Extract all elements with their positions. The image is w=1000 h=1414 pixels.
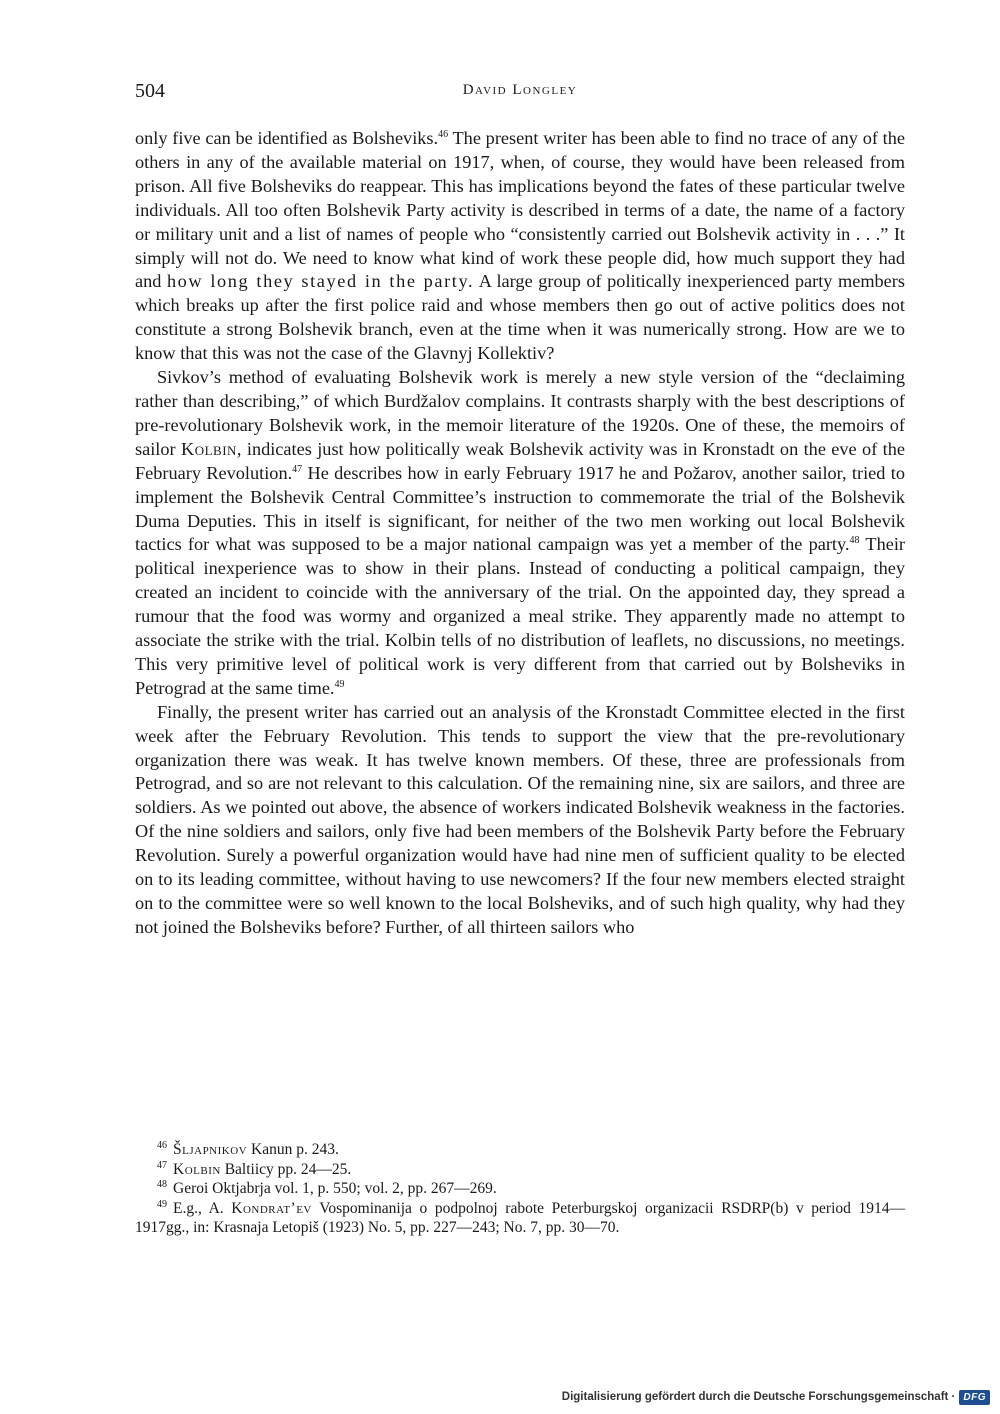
footnote [135,1140,905,1160]
footnote-number: 46 [157,1140,167,1151]
text-run: Their political inexperience was to show in their plans. Instead of conducting a political campaign, they created an incident to coincide with the anniversary of the trial. On the appointed day, they spread a rumour that the food was wormy and organized a meal strike. They apparently made no attempt to associate the strike with the trial. Kolbin tells of no distribution of leaflets, no discussions, no meetings. This very primitive level of political work is very different from that carried out by Bolsheviks in Petrograd at the same time. [135,534,905,698]
text-run: Geroi Oktjabrja vol. 1, p. 550; vol. 2, pp. 267—269. [173,1180,497,1197]
text-run: only five can be identified as Bolsheviks. [135,128,439,148]
author-name: Kolbin [181,438,237,459]
footnotes [135,1140,905,1238]
page-header [135,80,905,108]
body-text [135,127,905,940]
text-run: He describes how in early February 1917 he and Požarov, another sailor, tried to implement the Bolshevik Central Committee’s instruction to commemorate the trial of the Bolshevik Duma Deputies. This in itself is significant, for neither of the two men working out local Bolshevik tactics for what was supposed to be a major national campaign was yet a member of the party. [135,462,905,555]
digitization-credit [562,1388,990,1406]
text-run: Finally, the present writer has carried out an analysis of the Kronstadt Committee elected in the first week after the February Revolution. This tends to support the view that the pre-revolutionary organization there was weak. It has twelve known members. Of these, three are professionals from Petrograd, and so are not relevant to this calculation. Of the remaining nine, six are sailors, and three are soldiers. As we pointed out above, the absence of workers indicated Bolshevik weakness in the factories. Of the nine soldiers and sailors, only five had been members of the Bolshevik Party before the February Revolution. Surely a powerful organization would have had nine men of sufficient quality to be elected on to its leading committee, without having to use newcomers? If the four new members elected straight on to the committee were so well known to the local Bolsheviks, and of such high quality, why had they not joined the Bolsheviks before? Further, of all thirteen sailors who [135,701,905,937]
footnote [135,1179,905,1199]
text-run: Baltiicy pp. 24—25. [220,1160,352,1178]
page-number: 504 [135,80,165,102]
text-run: , indicates just how politically weak Bolshevik activity was in Kronstadt on the eve of the February Revolution. [135,438,905,483]
paragraph [135,701,905,940]
text-run: Kanun p. 243. [247,1141,339,1158]
footnote [135,1199,905,1238]
text-run: E.g., A. [173,1199,232,1217]
text-run: Sivkov’s method of evaluating Bolshevik work is merely a new style version of the “declaiming rather than describing,” of which Burdžalov complains. It contrasts sharply with the best descriptions of pre-revolutionary Bolshevik work, in the memoir literature of the 1920s. One of these, the memoirs of sailor [135,367,905,459]
footnote-ref: 46 [438,129,449,140]
footnote [135,1160,905,1180]
footnote-ref: 49 [334,678,345,690]
footnote-ref: 48 [849,535,860,547]
paragraph [135,127,905,366]
dfg-logo: DFG [959,1390,990,1405]
running-head: David Longley [462,82,578,98]
text-run: The present writer has been able to find no trace of any of the others in any of the available material on 1917, when, of course, they would have been released from prison. All five Bolsheviks do reappear. This has implications beyond the fates of these particular twelve individuals. All too often Bolshevik Party activity is described in terms of a date, the name of a factory or military unit and a list of names of people who “consistently carried out Bolshevik activity in . . .” It simply will not do. We need to know what kind of work these people did, how much support they had and [135,128,905,292]
credit-text: Digitalisierung gefördert durch die Deutsche Forschungsgemeinschaft · [561,1391,956,1403]
author-name: Kolbin [173,1160,221,1178]
paragraph [135,366,905,701]
emphasized-text: how long they stayed in the party. [166,271,475,292]
footnote-number: 49 [157,1198,167,1210]
footnote-number: 48 [157,1179,167,1190]
text-run: A large group of politically inexperienced party members which breaks up after the first police raid and whose members then go out of active politics does not constitute a strong Bolshevik branch, even at the time when it was numerically strong. How are we to know that this was not the case of the Glavnyj Kollektiv? [135,271,905,364]
text-run: Vospominanija o podpolnoj rabote Peterburgskoj organizacii RSDRP(b) v period 1914—1917gg., in: Krasnaja Letopiš (1923) No. 5, pp. 227—243; No. 7, pp. 30—70. [135,1199,905,1236]
author-name: Šljapnikov [173,1141,248,1158]
footnote-ref: 47 [292,463,303,475]
author-name: Kondrat’ev [231,1199,312,1217]
footnote-number: 47 [157,1159,167,1171]
